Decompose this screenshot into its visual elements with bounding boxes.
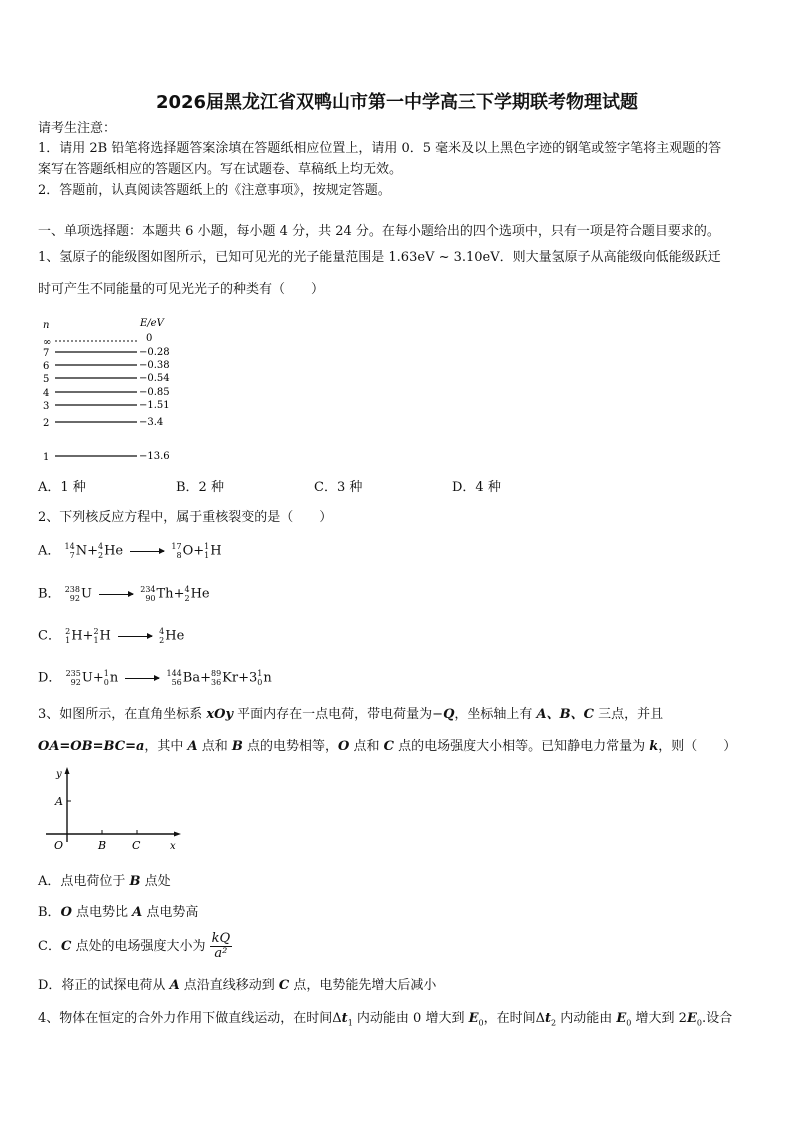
text: 点处的电场强度大小为 — [71, 939, 206, 954]
diagram-n-label: n — [43, 320, 50, 331]
q3-stem-line-1 — [38, 707, 663, 723]
math-var: O — [338, 739, 350, 754]
origin-label: O — [54, 839, 64, 852]
subscript: 0 — [696, 1018, 702, 1028]
nuclide-index — [159, 627, 164, 645]
section-heading: 一、单项选择题：本题共 6 小题，每小题 4 分，共 24 分。在每小题给出的四个选项中，只有一项是符合题目要求的。 — [38, 224, 720, 239]
text: 点和 — [349, 739, 384, 754]
q1-option-c: C．3 种 — [314, 480, 363, 495]
text: ，坐标轴上有 — [454, 707, 537, 722]
text: 内动能由 0 增大到 — [352, 1011, 469, 1026]
atomic-number: 92 — [69, 594, 80, 603]
fraction-denominator: a² — [214, 946, 228, 961]
text: 平面内存在一点电荷，带电荷量为− — [233, 707, 444, 722]
e-label-1: −13.6 — [139, 451, 170, 462]
e-label-3: −1.51 — [139, 400, 170, 411]
e-label-inf: 0 — [146, 333, 153, 344]
fraction-numerator: kQ — [211, 931, 231, 946]
plus-sign: + — [193, 543, 205, 559]
nuclide-symbol: O — [182, 543, 194, 559]
energy-level-diagram — [38, 314, 198, 466]
math-var: E — [616, 1011, 627, 1026]
mass-number: 4 — [159, 627, 165, 636]
e-label-7: −0.28 — [139, 347, 170, 358]
text: 点的电势相等， — [242, 739, 339, 754]
nuclide-symbol: Ba — [182, 670, 201, 686]
text: 点电势比 — [71, 905, 133, 920]
subscript: 1 — [347, 1018, 353, 1028]
atomic-number: 1 — [65, 636, 71, 645]
mass-number: 4 — [98, 542, 104, 551]
q2-option-a — [38, 542, 222, 560]
nuclide-index — [65, 542, 75, 560]
math-var: A — [169, 978, 180, 993]
y-axis-arrow — [65, 767, 70, 774]
text: 4、物体在恒定的合外力作用下做直线运动，在时间Δ — [38, 1011, 342, 1026]
option-label: C． — [38, 628, 61, 644]
q1-stem-line-2: 时可产生不同能量的可见光光子的种类有（ ） — [38, 282, 325, 297]
reaction-arrow — [125, 678, 159, 679]
point-a-label: A — [55, 795, 63, 808]
nuclide-index — [166, 669, 181, 687]
q2-option-b — [38, 585, 210, 603]
atomic-number: 7 — [69, 551, 75, 560]
math-var: E — [686, 1011, 697, 1026]
n-label-1: 1 — [43, 452, 50, 463]
atomic-number: 92 — [70, 678, 81, 687]
nuclide-index — [93, 627, 98, 645]
text: 点和 — [197, 739, 232, 754]
math-var: A — [132, 905, 143, 920]
atomic-number: 90 — [145, 594, 156, 603]
n-label-4: 4 — [43, 388, 50, 399]
atomic-number: 0 — [257, 678, 263, 687]
mass-number: 14 — [64, 542, 75, 551]
math-var: t — [341, 1011, 348, 1026]
x-label: x — [170, 841, 176, 852]
mass-number: 238 — [64, 585, 80, 594]
nuclide-symbol: H — [210, 543, 222, 559]
subscript: 2 — [551, 1018, 557, 1028]
mass-number: 17 — [171, 542, 182, 551]
mass-number: 1 — [257, 669, 263, 678]
nuclide-symbol: He — [104, 543, 124, 559]
text: C． — [38, 939, 61, 954]
n-label-7: 7 — [43, 348, 50, 359]
atomic-number: 56 — [171, 678, 182, 687]
option-label: B． — [38, 586, 61, 602]
mass-number: 1 — [103, 669, 109, 678]
mass-number: 234 — [140, 585, 156, 594]
mass-number: 2 — [93, 627, 99, 636]
atomic-number: 1 — [204, 551, 210, 560]
notice-heading: 请考生注意： — [38, 121, 117, 136]
point-b-label: B — [98, 839, 107, 852]
n-label-5: 5 — [43, 374, 50, 385]
n-label-3: 3 — [43, 401, 50, 412]
nuclide-symbol: n — [109, 670, 119, 686]
q3-option-c — [38, 932, 232, 961]
math-var: A — [187, 739, 198, 754]
nuclide-symbol: H — [99, 628, 111, 644]
math-var: xOy — [206, 707, 234, 722]
text: 三点，并且 — [593, 707, 664, 722]
nuclide-index — [65, 585, 80, 603]
q2-option-c — [38, 627, 184, 645]
atomic-number: 2 — [184, 594, 190, 603]
mass-number: 144 — [166, 669, 182, 678]
text: 3、如图所示，在直角坐标系 — [38, 707, 207, 722]
q1-option-a: A．1 种 — [38, 480, 86, 495]
atomic-number: 2 — [98, 551, 104, 560]
math-var: OA=OB=BC=a — [38, 739, 145, 754]
notice-item-1-line-2: 案写在答题纸相应的答题区内。写在试题卷、草稿纸上均无效。 — [38, 162, 403, 177]
q1-option-b: B．2 种 — [176, 480, 224, 495]
plus-sign: + — [238, 670, 250, 686]
option-label: A． — [38, 543, 61, 559]
plus-sign: + — [200, 670, 211, 686]
q1-option-d: D．4 种 — [452, 480, 501, 495]
math-var: C — [383, 739, 394, 754]
text: ，其中 — [144, 739, 188, 754]
e-label-5: −0.54 — [139, 373, 170, 384]
text: A．点电荷位于 — [38, 874, 130, 889]
math-var: C — [60, 939, 72, 954]
subscript: 0 — [478, 1018, 484, 1028]
nuclide-symbol: He — [165, 628, 185, 644]
text: 增大到 2 — [631, 1011, 687, 1026]
n-label-inf: ∞ — [43, 337, 52, 348]
nuclide-index — [184, 585, 189, 603]
nuclide-symbol: H — [71, 628, 83, 644]
nuclide-index — [104, 669, 109, 687]
text: 点，电势能先增大后减小 — [289, 978, 437, 993]
nuclide-symbol: He — [190, 586, 210, 602]
math-var: t — [545, 1011, 552, 1026]
nuclide-symbol: n — [263, 670, 272, 686]
text: 点处 — [140, 874, 171, 889]
e-label-4: −0.85 — [139, 387, 170, 398]
reaction-arrow — [130, 551, 164, 552]
nuclide-symbol: Th — [156, 586, 174, 602]
atomic-number: 1 — [93, 636, 99, 645]
nuclide-index — [211, 669, 221, 687]
mass-number: 2 — [65, 627, 71, 636]
nuclide-symbol: Kr — [222, 670, 239, 686]
nuclide-index — [66, 669, 81, 687]
mass-number: 89 — [210, 669, 222, 678]
text: ，则（ ） — [658, 739, 737, 754]
math-var: O — [60, 905, 72, 920]
notice-item-1-line-1: 1．请用 2B 铅笔将选择题答案涂填在答题纸相应位置上，请用 0．5 毫米及以上黑色字迹的钢笔或签字笔将主观题的答 — [38, 141, 722, 156]
math-var: E — [468, 1011, 479, 1026]
text: 点的电场强度大小相等。已知静电力常量为 — [394, 739, 650, 754]
reaction-arrow — [99, 594, 133, 595]
q2-option-d — [38, 669, 272, 687]
coordinate-diagram — [40, 764, 190, 856]
math-var: B — [231, 739, 243, 754]
text: .设合 — [701, 1011, 733, 1026]
n-label-6: 6 — [43, 361, 50, 372]
q1-stem-line-1: 1、氢原子的能级图如图所示，已知可见光的光子能量范围是 1.63eV ~ 3.10eV．则大量氢原子从高能级向低能级跃迁 — [38, 250, 721, 265]
atomic-number: 36 — [210, 678, 222, 687]
math-var: k — [649, 739, 659, 754]
nuclide-index — [98, 542, 103, 560]
subscript: 0 — [626, 1018, 632, 1028]
fraction — [210, 932, 233, 961]
x-axis-arrow — [174, 832, 181, 837]
nuclide-index — [65, 627, 70, 645]
point-c-label: C — [132, 839, 141, 852]
nuclide-index — [171, 542, 181, 560]
y-label: y — [56, 769, 62, 780]
q3-option-d — [38, 978, 436, 994]
text: 点沿直线移动到 — [179, 978, 279, 993]
nuclide-index — [257, 669, 262, 687]
text: 内动能由 — [556, 1011, 617, 1026]
nuclide-symbol: U — [81, 670, 93, 686]
mass-number: 235 — [65, 669, 81, 678]
plus-sign: + — [92, 670, 104, 686]
page-title: 2026届黑龙江省双鸭山市第一中学高三下学期联考物理试题 — [155, 92, 639, 113]
e-label-2: −3.4 — [139, 417, 164, 428]
math-var: B — [129, 874, 141, 889]
option-label: D． — [38, 670, 62, 686]
diagram-e-label: E/eV — [140, 318, 164, 329]
plus-sign: + — [82, 628, 94, 644]
text: ，在时间Δ — [483, 1011, 545, 1026]
plus-sign: + — [173, 586, 185, 602]
atomic-number: 0 — [103, 678, 109, 687]
q2-stem: 2、下列核反应方程中，属于重核裂变的是（ ） — [38, 510, 333, 525]
math-var: C — [278, 978, 290, 993]
n-label-2: 2 — [43, 418, 50, 429]
text: 点电势高 — [142, 905, 199, 920]
text: B． — [38, 905, 61, 920]
math-var: Q — [443, 707, 455, 722]
atomic-number: 8 — [176, 551, 182, 560]
mass-number: 4 — [184, 585, 190, 594]
math-var: A、B、C — [536, 707, 594, 722]
nuclide-symbol: N — [75, 543, 88, 559]
q3-stem-line-2 — [38, 739, 736, 755]
q3-option-b — [38, 905, 198, 921]
e-label-6: −0.38 — [139, 360, 170, 371]
nuclide-symbol: U — [80, 586, 92, 602]
nuclide-index — [140, 585, 155, 603]
atomic-number: 2 — [159, 636, 165, 645]
q4-stem — [38, 1011, 732, 1032]
plus-sign: + — [87, 543, 98, 559]
q3-option-a — [38, 874, 171, 890]
reaction-arrow — [118, 636, 152, 637]
nuclide-index — [204, 542, 209, 560]
mass-number: 1 — [204, 542, 210, 551]
coefficient: 3 — [249, 670, 258, 686]
text: D．将正的试探电荷从 — [38, 978, 170, 993]
notice-item-2: 2．答题前，认真阅读答题纸上的《注意事项》，按规定答题。 — [38, 183, 391, 198]
